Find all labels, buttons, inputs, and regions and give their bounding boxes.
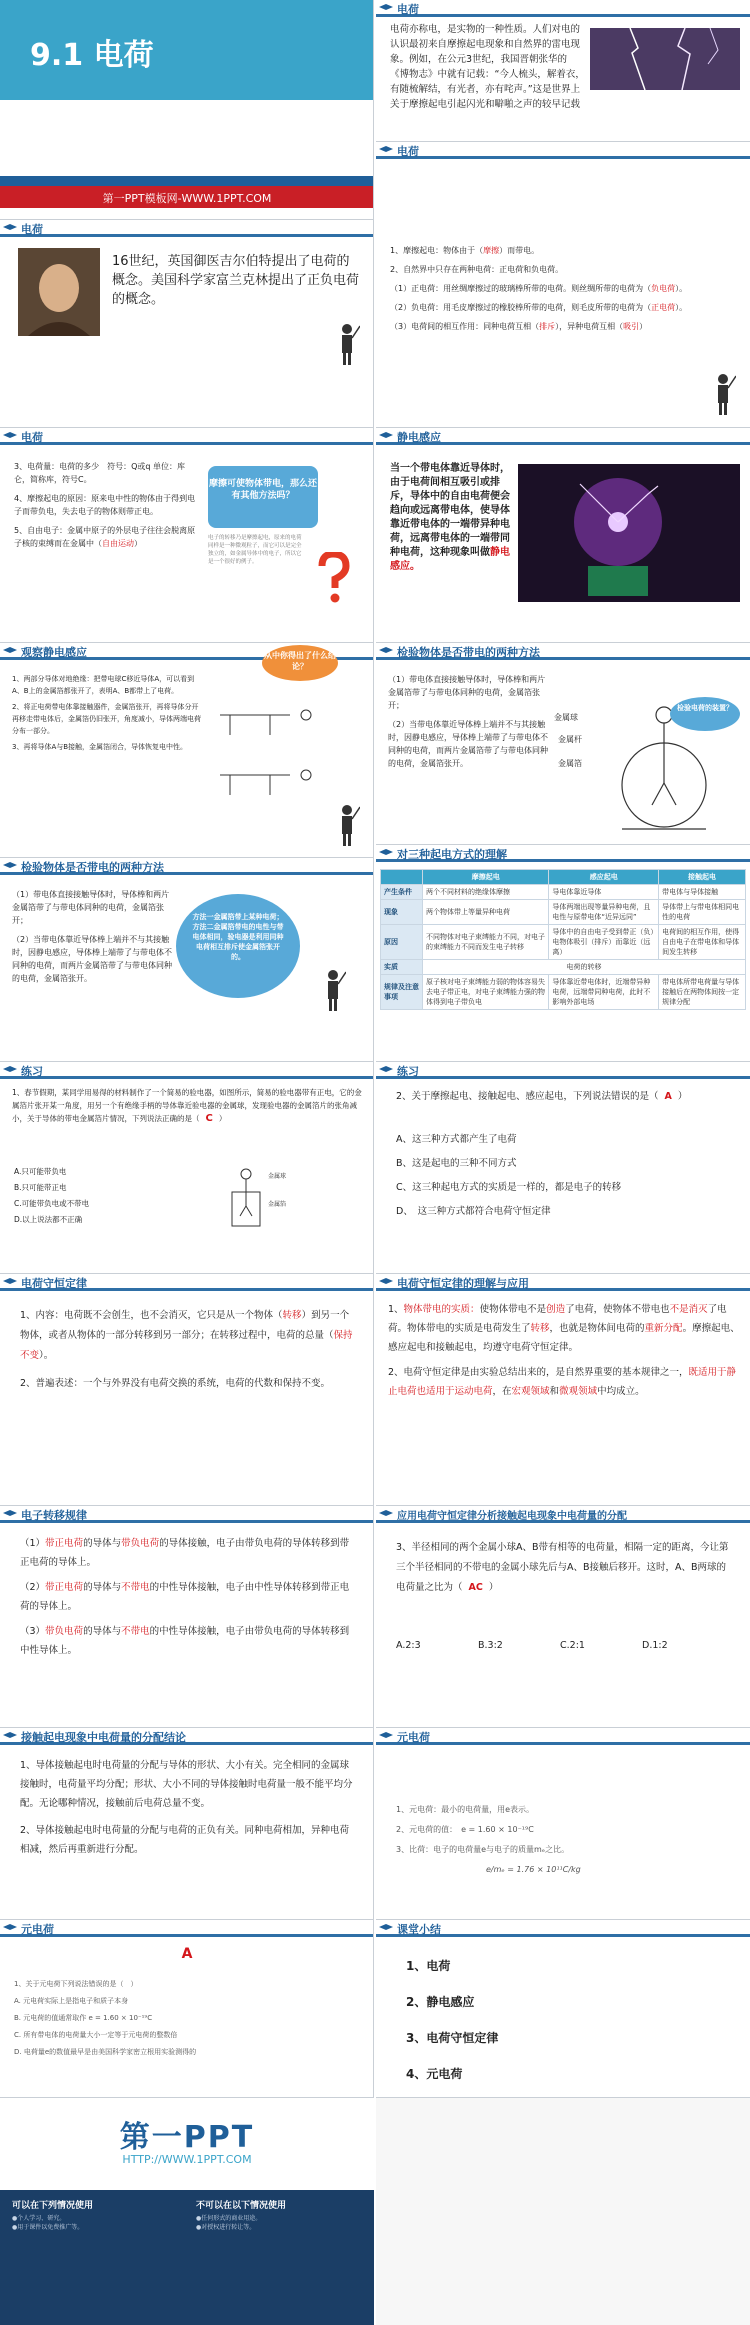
graduation-cap-icon: [3, 862, 17, 870]
lightning-photo: [590, 28, 740, 90]
slide-header: 检验物体是否带电的两种方法: [376, 643, 750, 660]
graduation-cap-icon: [3, 1924, 17, 1932]
can-use-heading: 可以在下列情况使用: [12, 2201, 94, 2211]
slide-header: 电荷: [0, 220, 373, 237]
graduation-cap-icon: [379, 1278, 393, 1286]
end-logo-area: [0, 2098, 374, 2190]
question-3: 3、半径相同的两个金属小球A、B带有相等的电荷量，相隔一定的距离，今让第三个半径相同的不带电的金属小球先后与A、B接触后移开。这时，A、B两球的电荷量之比为（ AC ）: [396, 1542, 729, 1593]
logo-url: HTTP://WWW.1PPT.COM: [122, 2153, 252, 2166]
graduation-cap-icon: [379, 1066, 393, 1074]
can-use-text: ●个人学习、研究。 ●用于课件以免费推广等。: [12, 2215, 84, 2231]
graduation-cap-icon: [379, 647, 393, 655]
slide-header: 应用电荷守恒定律分析接触起电现象中电荷量的分配: [376, 1506, 750, 1523]
question-bubble: 检验电荷的装置？: [670, 697, 740, 731]
teacher-pointer-icon: [320, 968, 346, 1012]
table-header-row: 摩擦起电 感应起电 接触起电: [381, 870, 746, 885]
slide-header: 静电感应: [376, 428, 750, 445]
question-mark-icon: [316, 552, 350, 604]
label-metal-rod: 金属杆: [558, 735, 582, 744]
graduation-cap-icon: [3, 432, 17, 440]
induction-apparatus-diagram: [210, 691, 320, 811]
transfer-rules: （1）带正电荷的导体与带负电荷的导体接触，电子由带负电荷的导体转移到带正电荷的导体上。 （2）带正电荷的导体与不带电的中性导体接触，电子由中性导体转移到带正电荷的导体上。 （3）带负电荷的导体与不带电的中性导体接触，电子由带负电荷的导体转移到中性导体上。: [20, 1538, 350, 1656]
slide-detect-methods-2: [0, 858, 374, 1062]
slide-header: 电子转移规律: [0, 1506, 373, 1523]
graduation-cap-icon: [3, 1510, 17, 1518]
slide-header: 对三种起电方式的理解: [376, 845, 750, 862]
graduation-cap-icon: [3, 224, 17, 232]
slide-header: 元电荷: [0, 1920, 373, 1937]
conclusion-text: 1、导体接触起电时电荷量的分配与导体的形状、大小有关。完全相同的金属球接触时，电荷量平均分配；形状、大小不同的导体接触时电荷量一般不能平均分配。无论哪种情况，接触前后电荷总量不变。 2、导体接触起电时电荷量的分配与电荷的正负有关。同种电荷相加，异种电荷相减，然后再重新进行分配。: [20, 1760, 353, 1855]
slide-header: 电荷: [376, 142, 750, 159]
slide-header: 电荷: [0, 428, 373, 445]
options-3: A.2:3 B.3:2 C.2:1 D.1:2: [396, 1640, 668, 1651]
franklin-portrait: [18, 248, 100, 336]
observe-list: 1、两部分导体对地绝缘：把带电球C移近导体A，可以看到A、B上的金属箔都张开了，表明A、B都带上了电荷。 2、将正电荷带电体靠接触器件，金属箔张开，再将导体分开再移走带电体后，金属箔仍旧张开，角度减小，导体两端电荷分布一部分。 3、再将导体A与B接触，金属箔闭合，导体恢复电中性。: [12, 675, 201, 751]
plasma-ball-photo: [518, 464, 740, 602]
detect-list: （1）带电体直接接触导体时，导体棒和两片金属箔带了与带电体同种的电荷，金属箔张开； （2）当带电体靠近导体棒上端并不与其接触时，因静电感应，导体棒上端带了与带电体不同种的电荷，而两片金属箔带了与带电体同种的电荷，金属箔张开。: [388, 675, 548, 768]
note-text: 电子的转移乃是摩擦起电，原来的电荷同样是一种微观粒子，而它可以是完全独立的，如金属导体中的电子，所以它是一个很好的例子。: [208, 535, 302, 565]
slide-elementary-quiz: [0, 1920, 374, 2098]
slide-cover: [0, 0, 374, 220]
teacher-pointer-icon: [710, 372, 736, 416]
graduation-cap-icon: [3, 1066, 17, 1074]
graduation-cap-icon: [379, 1924, 393, 1932]
list-item: 2、静电感应: [406, 1995, 475, 2009]
graduation-cap-icon: [379, 1510, 393, 1518]
graduation-cap-icon: [379, 146, 393, 154]
label-metal-ball: 金属球: [268, 1173, 287, 1180]
logo-text: 第一PPT: [119, 2120, 255, 2155]
table-row: 产生条件 两个不同材料的绝缘体摩擦 导电体靠近导体 带电体与导体接触: [381, 885, 746, 900]
detect-list: （1）带电体直接接触导体时，导体棒和两片金属箔带了与带电体同种的电荷，金属箔张开； （2）当带电体靠近导体棒上端并不与其接触时，因静电感应，导体棒上端带了与带电体不同种的电荷，而两片金属箔带了与带电体同种的电荷，金属箔张开。: [12, 890, 172, 983]
slide-header: 检验物体是否带电的两种方法: [0, 858, 373, 875]
table-row: 现象 两个物体带上等量异种电荷 导体两端出现等量异种电荷，且电性与原带电体“近异远同” 导体带上与带电体相同电性的电荷: [381, 900, 746, 925]
slide-conservation-law: [0, 1274, 374, 1506]
options-1: A.只可能带负电 B.只可能带正电 C.可能带负电或不带电 D.以上说法都不正确: [14, 1167, 90, 1224]
graduation-cap-icon: [3, 1278, 17, 1286]
graduation-cap-icon: [379, 849, 393, 857]
friction-list: 1、摩擦起电：物体由于（摩擦）而带电。 2、自然界中只存在两种电荷：正电荷和负电荷。 （1）正电荷：用丝绸摩擦过的玻璃棒所带的电荷。则丝绸所带的电荷为（负电荷）。 （2）负电荷：用毛皮摩擦过的橡胶棒所带的电荷，则毛皮所带的电荷为（正电荷）。 （3）电荷间的相互作用：同种电荷互相（排斥），异种电荷互相（吸引）: [390, 246, 688, 331]
table-row: 原因 不同物体对电子束缚能力不同，对电子的束缚能力不同而发生电子转移 导体中的自由电子受到带正（负）电物体吸引（排斥）而靠近（远离） 电荷间的相互作用，使得自由电子在带电体和导体间发生转移: [381, 925, 746, 960]
graduation-cap-icon: [3, 647, 17, 655]
gilbert-text: 16世纪，英国御医吉尔伯特提出了电荷的概念。美国科学家富兰克林提出了正负电荷的概念。: [112, 254, 360, 307]
label-metal-ball: 金属球: [554, 713, 578, 722]
intro-text: 电荷亦称电，是实物的一种性质。人们对电的认识最初来自摩擦起电现象和自然界的雷电现象。例如，在公元3世纪，我国晋朝张华的《博物志》中就有记载：“今人梳头，解着衣，有随梳解结，有光者，亦有咤声。”这是世界上关于摩擦起电引起闪光和噼啪之声的较早记载: [390, 24, 585, 110]
explanation-bubble: 方法一金属箔带上某种电荷；方法二金属箔带电的电性与带电体相同，验电器是利用同种电荷相互排斥使金属箔张开的。: [176, 894, 300, 998]
table-row: 规律及注意事项 原子核对电子束缚能力弱的物体容易失去电子带正电，对电子束缚能力强的物体得到电子带负电 导体靠近带电体时，近端带异种电荷，远端带同种电荷，此时不影响外部电场 带电体所带电荷量与导体接触后在两物体间按一定规律分配: [381, 975, 746, 1010]
question-1: 1、春节假期，某同学用易得的材料制作了一个简易的验电器，如图所示，简易的验电器带有正电，它的金属箔片张开某一角度，用另一个有绝缘手柄的导体靠近验电器的金属球，发现验电器的金属箔片的张角减小，关于导体的带电金属箔片情况，下列说法正确的是（ C ）: [12, 1088, 362, 1124]
induction-text: 当一个带电体靠近导体时，由于电荷间相互吸引或排斥，导体中的自由电荷便会趋向或远离带电体，使导体靠近带电体的一端带异种电荷，远离带电体的一端带同种电荷，这种现象叫做静电感应。: [390, 463, 510, 572]
graduation-cap-icon: [379, 432, 393, 440]
table-row: 实质 电荷的转移: [381, 960, 746, 975]
answer-1: C: [205, 1113, 213, 1124]
slide-header: 接触起电现象中电荷量的分配结论: [0, 1728, 373, 1745]
cannot-use-heading: 不可以在以下情况使用: [196, 2201, 287, 2211]
slide-law-application: [376, 1274, 750, 1506]
slide-header: 练习: [0, 1062, 373, 1079]
quantity-list: 3、电荷量：电荷的多少 符号：Q或q 单位：库仑，简称库，符号C。 4、摩擦起电的原因：原来电中性的物体由于得到电子而带负电，失去电子的物体则带正电。 5、自由电子：金属中原子的外层电子往往会脱离原子核的束缚而在金属中（自由运动）: [14, 462, 196, 548]
charge-mass-formula: e/mₑ = 1.76 × 10¹¹C/kg: [486, 1865, 581, 1874]
comparison-table: [380, 869, 746, 1010]
slide-exercise-2: [376, 1062, 750, 1274]
slide-charge-intro: [376, 0, 750, 142]
cover-title: 9.1 电荷: [30, 38, 154, 73]
slide-header: 电荷守恒定律: [0, 1274, 373, 1291]
slide-charge-quantity: [0, 428, 374, 643]
slide-header: 电荷: [376, 0, 750, 17]
slide-gilbert: [0, 220, 374, 428]
license-footer: [0, 2190, 374, 2325]
law-text: 1、内容：电荷既不会创生，也不会消灭，它只是从一个物体（转移）到另一个物体，或者从物体的一部分转移到另一部分；在转移过程中，电荷的总量（保持不变）。 2、普遍表述：一个与外界没有电荷交换的系统，电荷的代数和保持不变。: [20, 1310, 353, 1389]
answer-2: A: [664, 1091, 672, 1102]
slide-exercise-1: [0, 1062, 374, 1274]
slide-friction: [376, 142, 750, 428]
list-item: 3、电荷守恒定律: [406, 2031, 499, 2045]
empty-area: [376, 2098, 750, 2325]
slide-summary: [376, 1920, 750, 2098]
graduation-cap-icon: [379, 1732, 393, 1740]
slide-header: 练习: [376, 1062, 750, 1079]
list-item: 1、电荷: [406, 1959, 451, 1973]
conclusion-bubble: 从中你得出了什么结论？: [262, 645, 338, 681]
electroscope-figure: [226, 1166, 266, 1230]
slide-header: 课堂小结: [376, 1920, 750, 1937]
answer-3: AC: [468, 1582, 483, 1593]
cannot-use-text: ●任何形式的商业用途。 ●对授权进行转让等。: [196, 2215, 262, 2231]
slide-observe-induction: [0, 643, 374, 858]
question-bubble: 摩擦可使物体带电，那么还有其他方法吗？: [208, 466, 318, 528]
question-2: 2、关于摩擦起电、接触起电、感应起电，下列说法错误的是（ A ）: [396, 1091, 688, 1102]
slide-elementary-charge: [376, 1728, 750, 1920]
application-text: 1、物体带电的实质：使物体带电不是创造了电荷，使物体不带电也不是消灭了电荷。物体带电的实质是电荷发生了转移，也就是物体间电荷的重新分配。摩擦起电、感应起电和接触起电，均遵守电荷守恒定律。 2、电荷守恒定律是由实验总结出来的，是自然界重要的基本规律之一，既适用于静止电荷也适用于运动电荷，在宏观领域和微观领域中均成立。: [388, 1304, 740, 1397]
cover-blue-stripe: [0, 176, 374, 186]
teacher-pointer-icon: [334, 803, 360, 847]
slide-header: 元电荷: [376, 1728, 750, 1745]
slide-detect-methods: [376, 643, 750, 845]
options-2: A、这三种方式都产生了电荷 B、这是起电的三种不同方式 C、这三种起电方式的实质是一样的，都是电子的转移 D、 这三种方式都符合电荷守恒定律: [396, 1134, 622, 1217]
slide-three-methods: [376, 845, 750, 1062]
slide-distribution-conclusion: [0, 1728, 374, 1920]
elementary-charge-text: 1、元电荷：最小的电荷量，用e表示。 2、元电荷的值： e = 1.60 × 10⁻¹⁹C 3、比荷：电子的电荷量e与电子的质量mₑ之比。 e/mₑ = 1.76 × 10¹¹C/kg: [396, 1800, 736, 1880]
summary-list: [406, 1948, 706, 2092]
slide-induction: [376, 428, 750, 643]
label-metal-foil: 金属箔: [268, 1201, 287, 1208]
slide-header: 电荷守恒定律的理解与应用: [376, 1274, 750, 1291]
slide-electron-transfer: [0, 1506, 374, 1728]
slide-charge-distribution: [376, 1506, 750, 1728]
list-item: 4、元电荷: [406, 2067, 463, 2081]
teacher-pointer-icon: [334, 322, 360, 366]
slide-header: 观察静电感应: [0, 643, 373, 660]
label-metal-foil: 金属箔: [558, 759, 582, 768]
cover-site: 第一PPT模板网-WWW.1PPT.COM: [102, 192, 272, 205]
question-4: 1、关于元电荷下列说法错误的是（ ） A. 元电荷实际上是指电子和质子本身 B. 元电荷的值通常取作 e = 1.60 × 10⁻¹⁹C C. 所有带电体的电荷量大小一定等于元电荷的整数倍 D. 电荷量e的数值最早是由美国科学家密立根用实验测得的: [14, 1980, 197, 2056]
answer-4: A: [181, 1946, 193, 1962]
graduation-cap-icon: [379, 4, 393, 12]
graduation-cap-icon: [3, 1732, 17, 1740]
